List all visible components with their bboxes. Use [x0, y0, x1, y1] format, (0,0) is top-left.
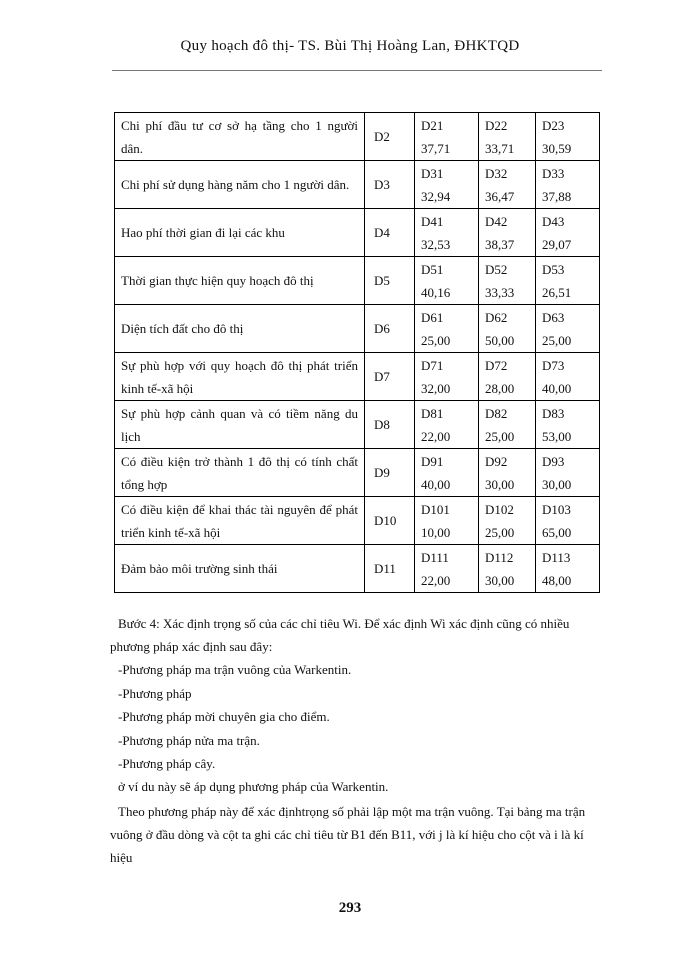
score-cell — [415, 401, 479, 449]
score-value: 30,00 — [542, 477, 572, 492]
score-label: D43 — [542, 214, 565, 229]
score-value: 30,00 — [485, 477, 515, 492]
score-cell — [536, 449, 600, 497]
score-label: D101 — [421, 502, 450, 517]
score-value: 22,00 — [421, 573, 451, 588]
criterion-name: Thời gian thực hiện quy hoạch đô thị — [115, 257, 365, 305]
score-label: D82 — [485, 406, 508, 421]
score-cell — [536, 353, 600, 401]
score-label: D33 — [542, 166, 565, 181]
score-label: D72 — [485, 358, 508, 373]
step4-paragraph: Bước 4: Xác định trọng số của các chỉ tiêu Wi. Để xác định Wi xác định cũng có nhiều phương pháp xác định sau đây: — [110, 616, 570, 654]
score-label: D111 — [421, 550, 449, 565]
score-value: 30,00 — [485, 573, 515, 588]
score-value: 53,00 — [542, 429, 572, 444]
score-value: 37,71 — [421, 141, 451, 156]
criterion-name: Chi phí sử dụng hàng năm cho 1 người dân. — [115, 161, 365, 209]
score-value: 65,00 — [542, 525, 572, 540]
score-cell — [479, 257, 536, 305]
score-label: D51 — [421, 262, 444, 277]
score-value: 28,00 — [485, 381, 515, 396]
score-value: 40,16 — [421, 285, 451, 300]
score-value: 25,00 — [421, 333, 451, 348]
score-value: 33,71 — [485, 141, 515, 156]
example-sentence: ở ví du này sẽ áp dụng phương pháp của Warkentin. — [118, 779, 389, 794]
score-cell — [536, 497, 600, 545]
score-label: D102 — [485, 502, 514, 517]
score-value: 50,00 — [485, 333, 515, 348]
score-value: 25,00 — [542, 333, 572, 348]
score-cell — [479, 353, 536, 401]
criterion-code: D6 — [365, 305, 415, 353]
score-label: D73 — [542, 358, 565, 373]
score-cell — [536, 161, 600, 209]
method-item: -Phương pháp ma trận vuông của Warkentin. — [118, 662, 352, 677]
table-row — [115, 209, 600, 257]
score-value: 25,00 — [485, 525, 515, 540]
score-label: D22 — [485, 118, 508, 133]
score-label: D21 — [421, 118, 444, 133]
score-label: D112 — [485, 550, 514, 565]
table-row — [115, 497, 600, 545]
score-value: 40,00 — [542, 381, 572, 396]
score-label: D93 — [542, 454, 565, 469]
score-label: D42 — [485, 214, 508, 229]
score-value: 10,00 — [421, 525, 451, 540]
table-row — [115, 257, 600, 305]
score-label: D113 — [542, 550, 571, 565]
criterion-code: D2 — [365, 113, 415, 161]
method-item: -Phương pháp mời chuyên gia cho điểm. — [118, 709, 330, 724]
criterion-code: D4 — [365, 209, 415, 257]
score-cell — [536, 401, 600, 449]
criterion-name: Sự phù hợp với quy hoạch đô thị phát triển kinh tế-xã hội — [115, 353, 365, 401]
score-cell — [536, 257, 600, 305]
score-cell — [415, 161, 479, 209]
method-item: -Phương pháp cây. — [118, 756, 216, 771]
criterion-code: D10 — [365, 497, 415, 545]
score-value: 25,00 — [485, 429, 515, 444]
score-label: D83 — [542, 406, 565, 421]
score-label: D62 — [485, 310, 508, 325]
criterion-code: D11 — [365, 545, 415, 593]
score-label: D63 — [542, 310, 565, 325]
score-value: 37,88 — [542, 189, 572, 204]
score-value: 48,00 — [542, 573, 572, 588]
score-label: D32 — [485, 166, 508, 181]
criteria-table-body — [115, 113, 600, 593]
score-cell — [415, 257, 479, 305]
table-row — [115, 353, 600, 401]
criterion-name: Có điều kiện để khai thác tài nguyên để phát triển kinh tế-xã hội — [115, 497, 365, 545]
score-cell — [479, 401, 536, 449]
score-value: 30,59 — [542, 141, 572, 156]
table-row — [115, 401, 600, 449]
score-cell — [536, 305, 600, 353]
table-row — [115, 305, 600, 353]
criterion-name: Có điều kiện trở thành 1 đô thị có tính chất tổng hợp — [115, 449, 365, 497]
table-row — [115, 161, 600, 209]
theo-paragraph: Theo phương pháp này để xác địnhtrọng số phải lập một ma trận vuông. Tại bảng ma trận vuông ở đầu dòng và cột ta ghi các chỉ tiêu từ B1 đến B11, với j là kí hiệu cho cột và i là kí hiệu — [110, 804, 586, 865]
score-label: D71 — [421, 358, 444, 373]
score-label: D92 — [485, 454, 508, 469]
method-item: -Phương pháp — [118, 686, 192, 701]
score-cell — [479, 113, 536, 161]
score-cell — [479, 305, 536, 353]
score-cell — [536, 209, 600, 257]
criterion-code: D3 — [365, 161, 415, 209]
score-cell — [415, 209, 479, 257]
method-item: -Phương pháp nửa ma trận. — [118, 733, 260, 748]
criterion-code: D9 — [365, 449, 415, 497]
score-cell — [479, 545, 536, 593]
criterion-code: D7 — [365, 353, 415, 401]
score-cell — [479, 449, 536, 497]
criterion-name: Chi phí đầu tư cơ sở hạ tầng cho 1 người dân. — [115, 113, 365, 161]
score-value: 29,07 — [542, 237, 572, 252]
criterion-name: Đảm bảo môi trường sinh thái — [115, 545, 365, 593]
page-header: Quy hoạch đô thị- TS. Bùi Thị Hoàng Lan, ĐHKTQD — [180, 38, 520, 54]
score-cell — [415, 353, 479, 401]
score-value: 33,33 — [485, 285, 515, 300]
score-cell — [415, 113, 479, 161]
score-value: 22,00 — [421, 429, 451, 444]
score-cell — [479, 209, 536, 257]
score-value: 40,00 — [421, 477, 451, 492]
criterion-name: Sự phù hợp cảnh quan và có tiềm năng du lịch — [115, 401, 365, 449]
score-label: D31 — [421, 166, 444, 181]
table-row — [115, 113, 600, 161]
table-row — [115, 545, 600, 593]
score-cell — [479, 497, 536, 545]
score-cell — [479, 161, 536, 209]
score-label: D61 — [421, 310, 444, 325]
criterion-code: D8 — [365, 401, 415, 449]
score-label: D91 — [421, 454, 444, 469]
criterion-code: D5 — [365, 257, 415, 305]
score-value: 32,53 — [421, 237, 451, 252]
score-cell — [415, 545, 479, 593]
score-cell — [536, 113, 600, 161]
score-label: D53 — [542, 262, 565, 277]
score-label: D41 — [421, 214, 444, 229]
score-label: D103 — [542, 502, 571, 517]
score-value: 26,51 — [542, 285, 572, 300]
score-label: D81 — [421, 406, 444, 421]
score-value: 36,47 — [485, 189, 515, 204]
criterion-name: Hao phí thời gian đi lại các khu — [115, 209, 365, 257]
table-row — [115, 449, 600, 497]
score-label: D52 — [485, 262, 508, 277]
score-cell — [415, 497, 479, 545]
page-number: 293 — [338, 900, 362, 916]
score-cell — [415, 305, 479, 353]
header-rule — [112, 70, 602, 71]
criterion-name: Diện tích đất cho đô thị — [115, 305, 365, 353]
score-cell — [415, 449, 479, 497]
score-value: 32,94 — [421, 189, 451, 204]
criteria-table — [114, 112, 600, 593]
score-label: D23 — [542, 118, 565, 133]
score-cell — [536, 545, 600, 593]
score-value: 38,37 — [485, 237, 515, 252]
score-value: 32,00 — [421, 381, 451, 396]
